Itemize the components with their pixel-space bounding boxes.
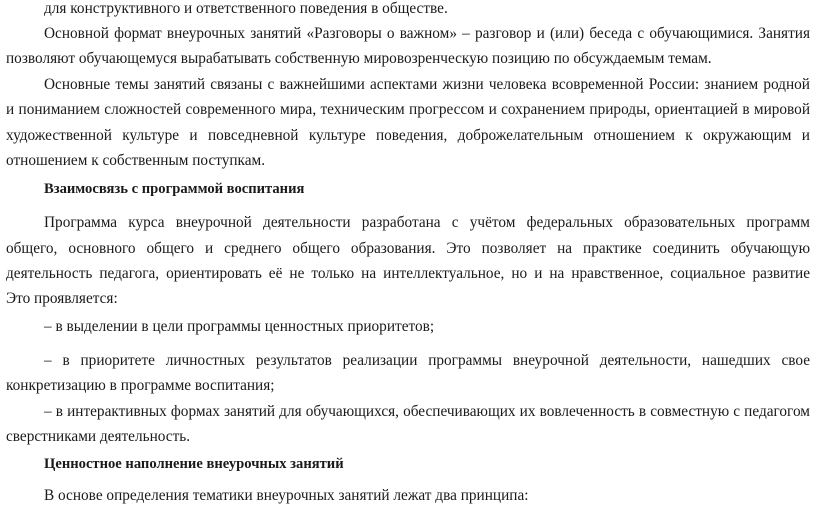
list-item-line: – в выделении в цели программы ценностных приоритетов; bbox=[44, 318, 435, 335]
section-heading: Взаимосвязь с программой воспитания bbox=[44, 181, 305, 197]
section-heading: Ценностное наполнение внеурочных занятий bbox=[44, 456, 344, 472]
paragraph-line: и пониманием сложностей современного мира, техническим прогрессом и сохранением природы, ориентацией в мировой bbox=[6, 101, 810, 118]
paragraph-line: Основной формат внеурочных занятий «Разговоры о важном» – разговор и (или) беседа с обучающимися. Занятия bbox=[44, 25, 810, 42]
paragraph-line: для конструктивного и ответственного поведения в обществе. bbox=[44, 0, 448, 17]
paragraph-line: Программа курса внеурочной деятельности разработана с учётом федеральных образовательных программ bbox=[44, 214, 810, 231]
paragraph-line: В основе определения тематики внеурочных занятий лежат два принципа: bbox=[44, 487, 529, 504]
paragraph-line: Это проявляется: bbox=[6, 290, 118, 307]
paragraph-line: общего, основного общего и среднего общего образования. Это позволяет на практике соединить обучающую bbox=[6, 240, 810, 257]
paragraph-line: позволяют обучающемуся вырабатывать собственную мировозренческую позицию по обсуждаемым темам. bbox=[6, 50, 712, 67]
list-item-line: – в приоритете личностных результатов реализации программы внеурочной деятельности, нашедших свое bbox=[44, 352, 810, 369]
paragraph-line: отношением к собственным поступкам. bbox=[6, 152, 266, 169]
list-item-line: сверстниками деятельность. bbox=[6, 428, 191, 445]
paragraph-line: деятельность педагога, ориентировать её не только на интеллектуальное, но и на нравственное, социальное развитие bbox=[6, 265, 810, 282]
list-item-line: конкретизацию в программе воспитания; bbox=[6, 377, 275, 394]
list-item-line: – в интерактивных формах занятий для обучающихся, обеспечивающих их вовлеченность в совместную с педагогом bbox=[44, 403, 810, 420]
paragraph-line: Основные темы занятий связаны с важнейшими аспектами жизни человека всовременной России: знанием родной bbox=[44, 76, 810, 93]
paragraph-line: художественной культуре и повседневной культуре поведения, доброжелательным отношением к окружающим и bbox=[6, 127, 810, 144]
